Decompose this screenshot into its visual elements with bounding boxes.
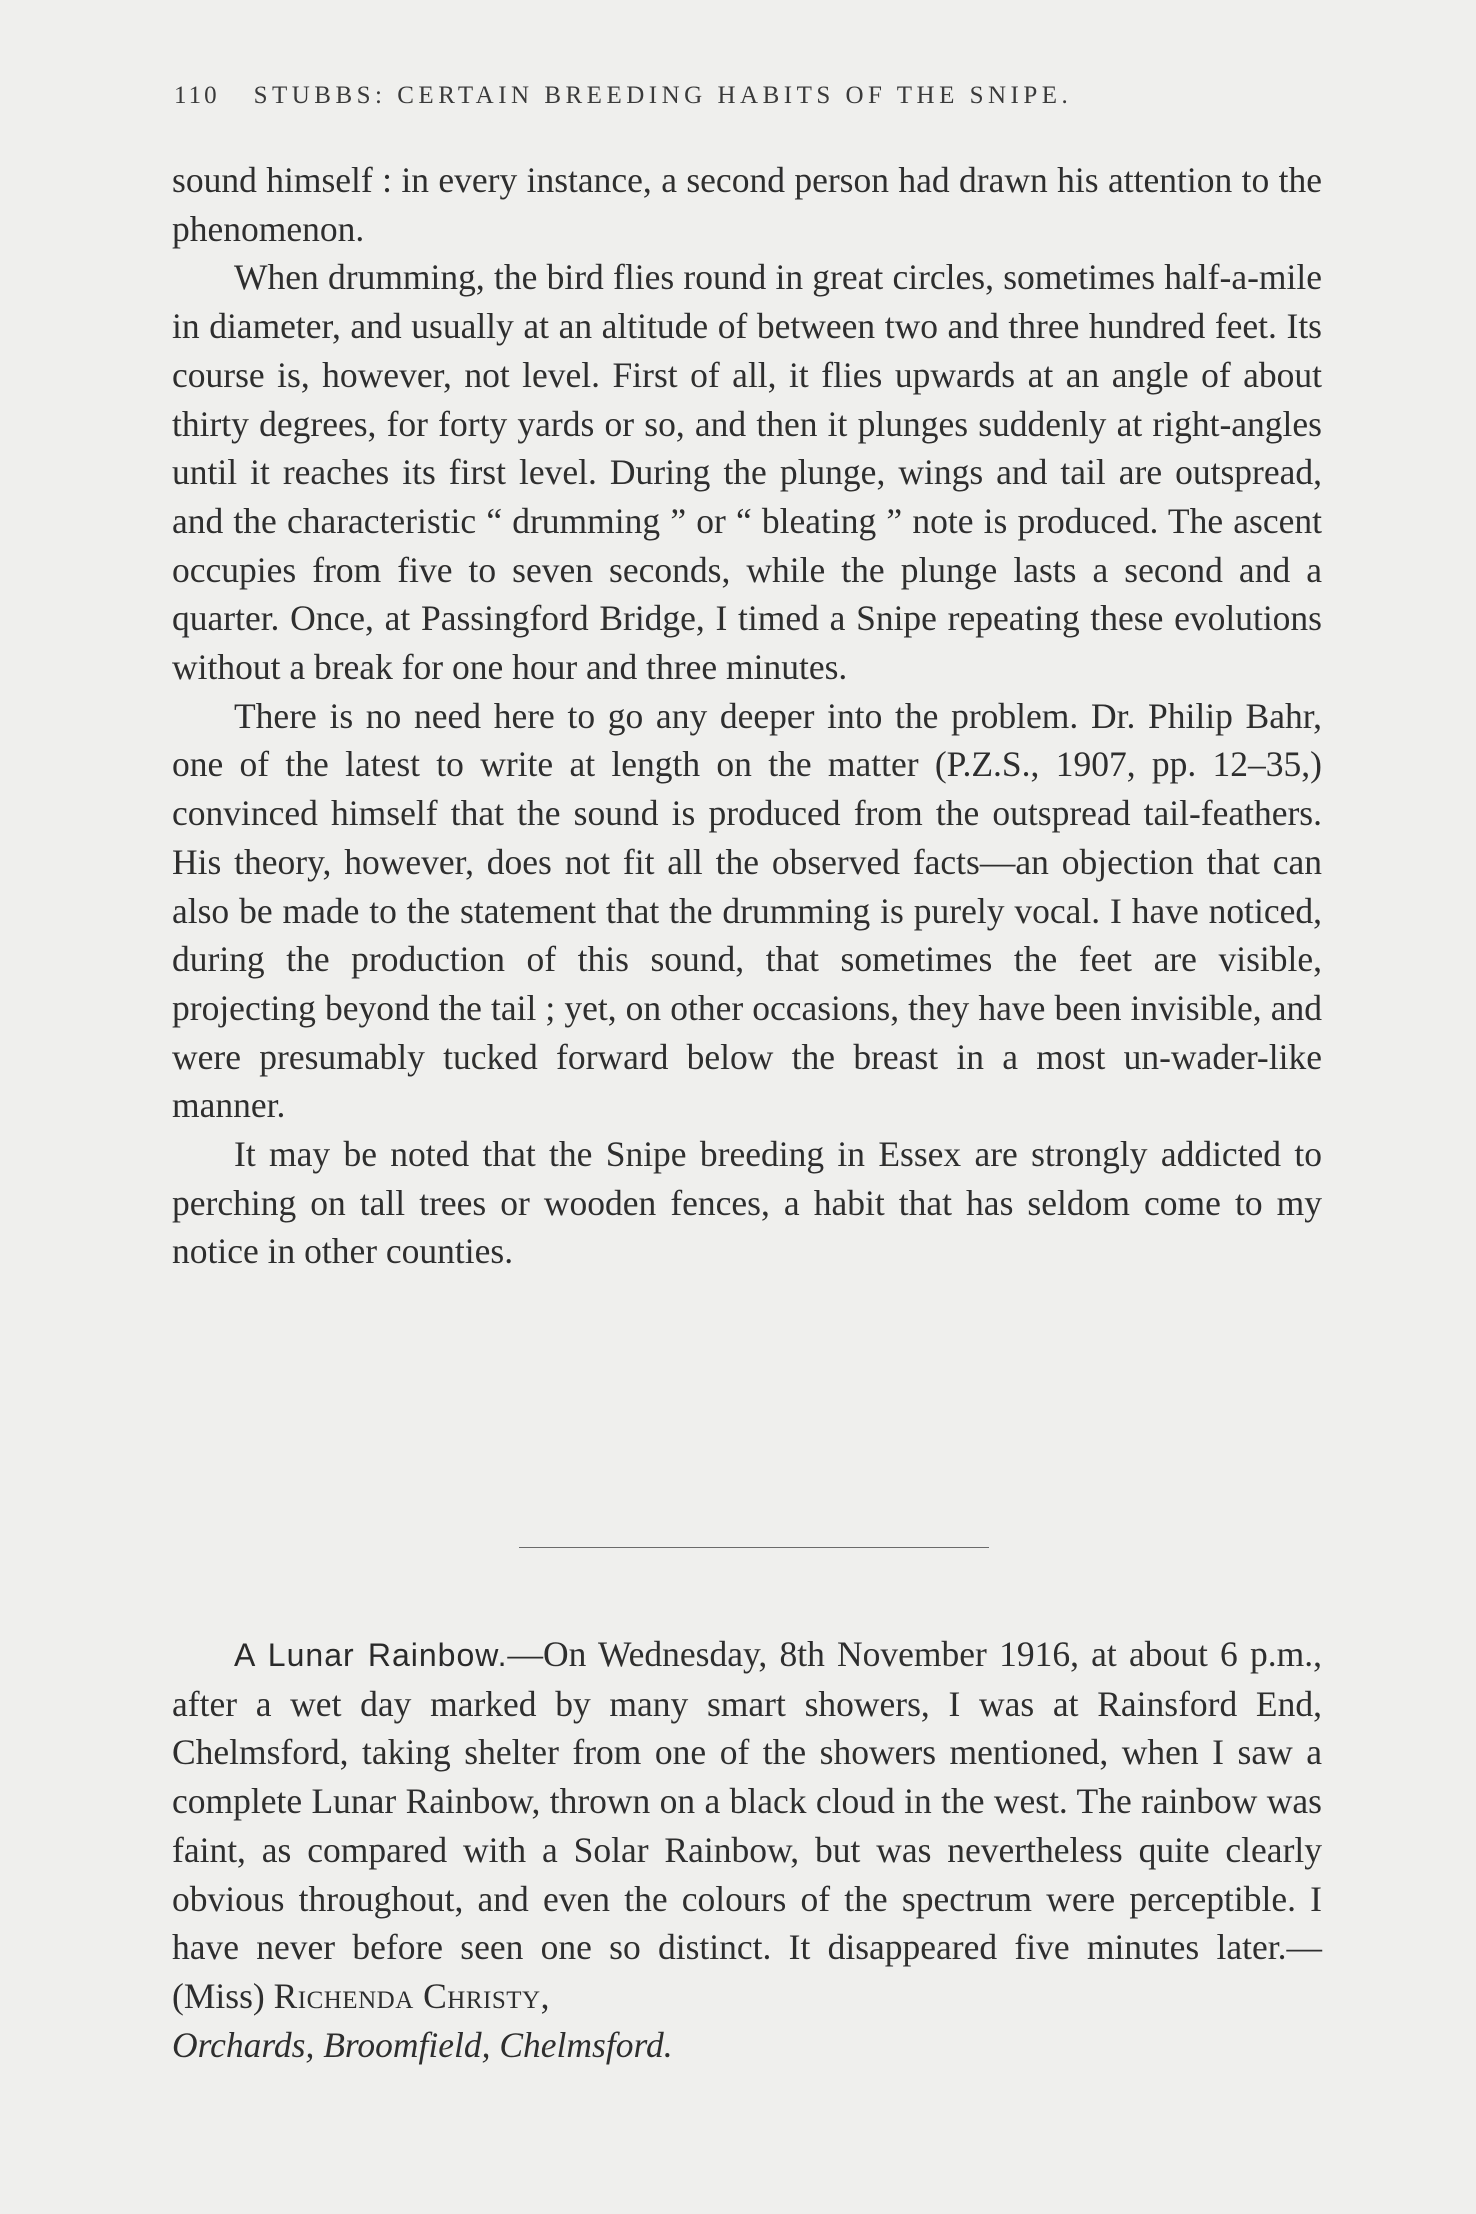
note-author: Richenda Christy, — [273, 1975, 550, 2016]
note-paragraph — [172, 1630, 1322, 2021]
paragraph-continuation: sound himself : in every instance, a second person had drawn his attention to the phenomenon. — [172, 160, 1322, 249]
paragraph-perching-habit: It may be noted that the Snipe breeding in Essex are strongly addicted to perching on tall trees or wooden fences, a habit that has seldom come to my notice in other counties. — [172, 1134, 1322, 1272]
note-address: Orchards, Broomfield, Chelmsford. — [172, 2024, 673, 2065]
running-head — [174, 82, 1324, 110]
lunar-rainbow-note — [172, 1630, 1322, 2069]
note-title: A Lunar Rainbow. — [234, 1637, 508, 1673]
paragraph-bahr-theory: There is no need here to go any deeper into the problem. Dr. Philip Bahr, one of the latest to write at length on the matter (P.Z.S., 1907, pp. 12–35,) convinced himself that the sound is produced from the outspread tail-feathers. His theory, however, does not fit all the observed facts—an objection that can also be made to the statement that the drumming is purely vocal. I have noticed, during the production of this sound, that sometimes the feet are visible, projecting beyond the tail ; yet, on other occasions, they have been invisible, and were presumably tucked forward below the breast in a most un-wader-like manner. — [172, 695, 1322, 1126]
section-divider — [519, 1547, 989, 1548]
note-text: —On Wednesday, 8th November 1916, at about 6 p.m., after a wet day marked by many smart showers, I was at Rainsford End, Chelmsford, taking shelter from one of the showers mentioned, when I saw a complete Lunar Rainbow, thrown on a black cloud in the west. The rainbow was faint, as compared with a Solar Rainbow, but was nevertheless quite clearly obvious throughout, and even the colours of the spectrum were perceptible. I have never before seen one so distinct. It disappeared five minutes later.—(Miss) — [172, 1634, 1322, 2016]
page-number: 110 — [174, 82, 220, 109]
running-title: STUBBS: CERTAIN BREEDING HABITS OF THE SNIPE. — [253, 82, 1073, 109]
paragraph-drumming-flight: When drumming, the bird flies round in great circles, sometimes half-a-mile in diameter, and usually at an altitude of between two and three hundred feet. Its course is, however, not level. First of all, it flies upwards at an angle of about thirty degrees, for forty yards or so, and then it plunges suddenly at right-angles until it reaches its first level. During the plunge, wings and tail are outspread, and the characteristic “ drumming ” or “ bleating ” note is produced. The ascent occupies from five to seven seconds, while the plunge lasts a second and a quarter. Once, at Passingford Bridge, I timed a Snipe repeating these evolutions without a break for one hour and three minutes. — [172, 257, 1322, 688]
article-body — [172, 156, 1322, 1276]
